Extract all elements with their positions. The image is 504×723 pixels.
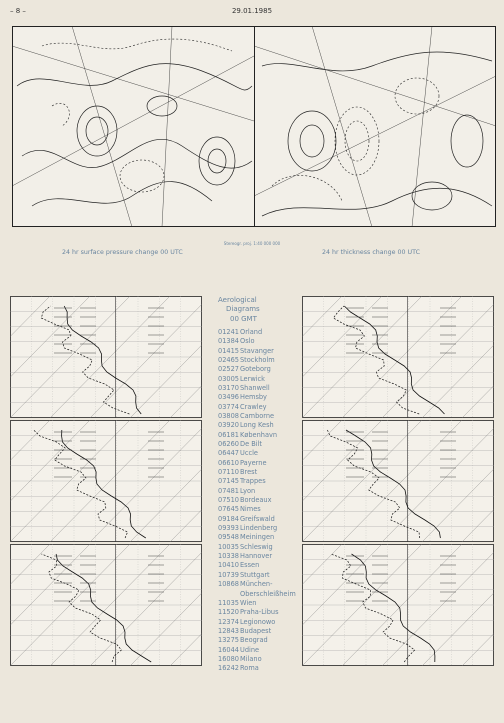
- station-id: 07645: [218, 505, 239, 514]
- station-id: 10035: [218, 542, 239, 551]
- station-row: [218, 533, 300, 542]
- station-id: 16242: [218, 664, 239, 673]
- station-row: [218, 571, 300, 580]
- aerological-diagram: [10, 420, 202, 542]
- station-name: De Bilt: [240, 440, 263, 449]
- station-id: 09548: [218, 533, 239, 542]
- station-row: [218, 627, 300, 636]
- station-name: Hemsby: [240, 393, 267, 402]
- station-row: [218, 356, 300, 365]
- station-name: Beograd: [240, 636, 268, 645]
- station-row: [218, 664, 300, 673]
- station-name: Oberschleißheim: [240, 589, 296, 598]
- station-row: [218, 646, 300, 655]
- station-id: 06260: [218, 440, 239, 449]
- aerological-diagram: [10, 296, 202, 418]
- station-list-time: 00 GMT: [230, 314, 257, 323]
- station-id: 01415: [218, 346, 239, 355]
- station-id: 07110: [218, 468, 239, 477]
- station-name: Udine: [240, 645, 260, 654]
- station-id: 03808: [218, 411, 239, 420]
- station-id: 03496: [218, 393, 239, 402]
- station-name: Camborne: [240, 411, 275, 420]
- station-name: Schleswig: [240, 542, 273, 551]
- station-name: Hannover: [240, 552, 273, 561]
- station-name: Brest: [240, 468, 258, 477]
- station-name: Lyon: [240, 486, 256, 495]
- page-date: 29.01.1985: [231, 7, 273, 15]
- station-name: Bordeaux: [240, 496, 272, 505]
- station-id: 10338: [218, 552, 239, 561]
- station-row: [218, 440, 300, 449]
- station-row: [218, 496, 300, 505]
- station-name: Greifswald: [240, 514, 275, 523]
- station-name: Wien: [240, 598, 257, 607]
- station-row: [218, 412, 300, 421]
- station-row: [218, 580, 300, 589]
- station-id: 03774: [218, 402, 239, 411]
- station-row: [218, 636, 300, 645]
- station-row: [218, 421, 300, 430]
- aerological-diagram: [10, 544, 202, 666]
- station-row: [218, 403, 300, 412]
- station-row: [218, 608, 300, 617]
- station-id: 03005: [218, 374, 239, 383]
- station-row: [218, 365, 300, 374]
- pressure-change-map: [12, 26, 255, 227]
- aerological-diagram: [302, 296, 494, 418]
- station-id: 12374: [218, 617, 239, 626]
- station-id: 02465: [218, 355, 239, 364]
- station-name: Stavanger: [240, 346, 274, 355]
- station-list-subtitle: Diagrams: [226, 305, 260, 314]
- station-id: 01384: [218, 337, 239, 346]
- station-id: 02527: [218, 365, 239, 374]
- station-name: Legionowo: [240, 617, 276, 626]
- station-row: [218, 524, 300, 533]
- station-id: 11035: [218, 598, 239, 607]
- caption-pressure-change: 24 hr surface pressure change 00 UTC: [62, 249, 183, 256]
- station-id: 11520: [218, 608, 239, 617]
- station-id: 09184: [218, 514, 239, 523]
- map-scale: Stereogr. proj. 1:40 000 000: [223, 241, 281, 246]
- station-name: Lerwick: [240, 374, 265, 383]
- station-row: [218, 375, 300, 384]
- station-name: København: [240, 430, 278, 439]
- station-name: Budapest: [240, 626, 272, 635]
- station-name: Long Kesh: [240, 421, 274, 430]
- station-row: [218, 431, 300, 440]
- station-name: Orland: [240, 327, 263, 336]
- station-id: 06447: [218, 449, 239, 458]
- station-row: [218, 543, 300, 552]
- station-id: 01241: [218, 327, 239, 336]
- station-name: Praha-Libus: [240, 608, 279, 617]
- station-row: [218, 477, 300, 486]
- station-id: 07510: [218, 496, 239, 505]
- station-name: Uccle: [240, 449, 258, 458]
- station-id: 12843: [218, 626, 239, 635]
- station-name: Stockholm: [240, 355, 275, 364]
- station-id: 13275: [218, 636, 239, 645]
- aerological-diagram: [302, 544, 494, 666]
- station-id: 06181: [218, 430, 239, 439]
- caption-thickness-change: 24 hr thickness change 00 UTC: [322, 249, 421, 256]
- station-name: Nimes: [240, 505, 261, 514]
- station-id: 10868: [218, 580, 239, 589]
- station-row: [218, 347, 300, 356]
- station-row: [218, 655, 300, 664]
- station-row: [218, 449, 300, 458]
- station-name: Shanwell: [240, 383, 270, 392]
- station-id: 16044: [218, 645, 239, 654]
- station-id: 16080: [218, 654, 239, 663]
- station-id: 10739: [218, 570, 239, 579]
- weather-maps: [12, 26, 496, 227]
- thickness-change-map: [254, 26, 496, 227]
- station-list-title: Aerological: [218, 296, 257, 304]
- station-name: Trappes: [240, 477, 266, 486]
- station-row: [218, 561, 300, 570]
- station-name: Milano: [240, 654, 262, 663]
- station-row: [218, 487, 300, 496]
- station-id: 07145: [218, 477, 239, 486]
- station-name: München-: [240, 580, 273, 589]
- station-row: [218, 590, 300, 599]
- station-row: [218, 328, 300, 337]
- station-name: Stuttgart: [240, 570, 270, 579]
- station-id: 03920: [218, 421, 239, 430]
- station-id: [218, 590, 240, 599]
- page-number: – 8 –: [10, 7, 26, 15]
- station-name: Payerne: [240, 458, 267, 467]
- station-name: Oslo: [240, 337, 255, 346]
- station-id: 03170: [218, 383, 239, 392]
- station-id: 09393: [218, 524, 239, 533]
- station-name: Goteborg: [240, 365, 271, 374]
- station-row: [218, 618, 300, 627]
- station-name: Crawley: [240, 402, 267, 411]
- station-name: Roma: [240, 664, 259, 673]
- station-row: [218, 552, 300, 561]
- station-row: [218, 505, 300, 514]
- station-row: [218, 384, 300, 393]
- aerological-diagram: [302, 420, 494, 542]
- station-row: [218, 599, 300, 608]
- station-id: 10410: [218, 561, 239, 570]
- station-name: Lindenberg: [240, 524, 278, 533]
- station-name: Meiningen: [240, 533, 275, 542]
- station-row: [218, 468, 300, 477]
- station-name: Essen: [240, 561, 260, 570]
- station-id: 06610: [218, 458, 239, 467]
- station-row: [218, 459, 300, 468]
- station-list: [218, 296, 300, 674]
- station-row: [218, 515, 300, 524]
- station-id: 07481: [218, 486, 239, 495]
- station-row: [218, 337, 300, 346]
- station-row: [218, 393, 300, 402]
